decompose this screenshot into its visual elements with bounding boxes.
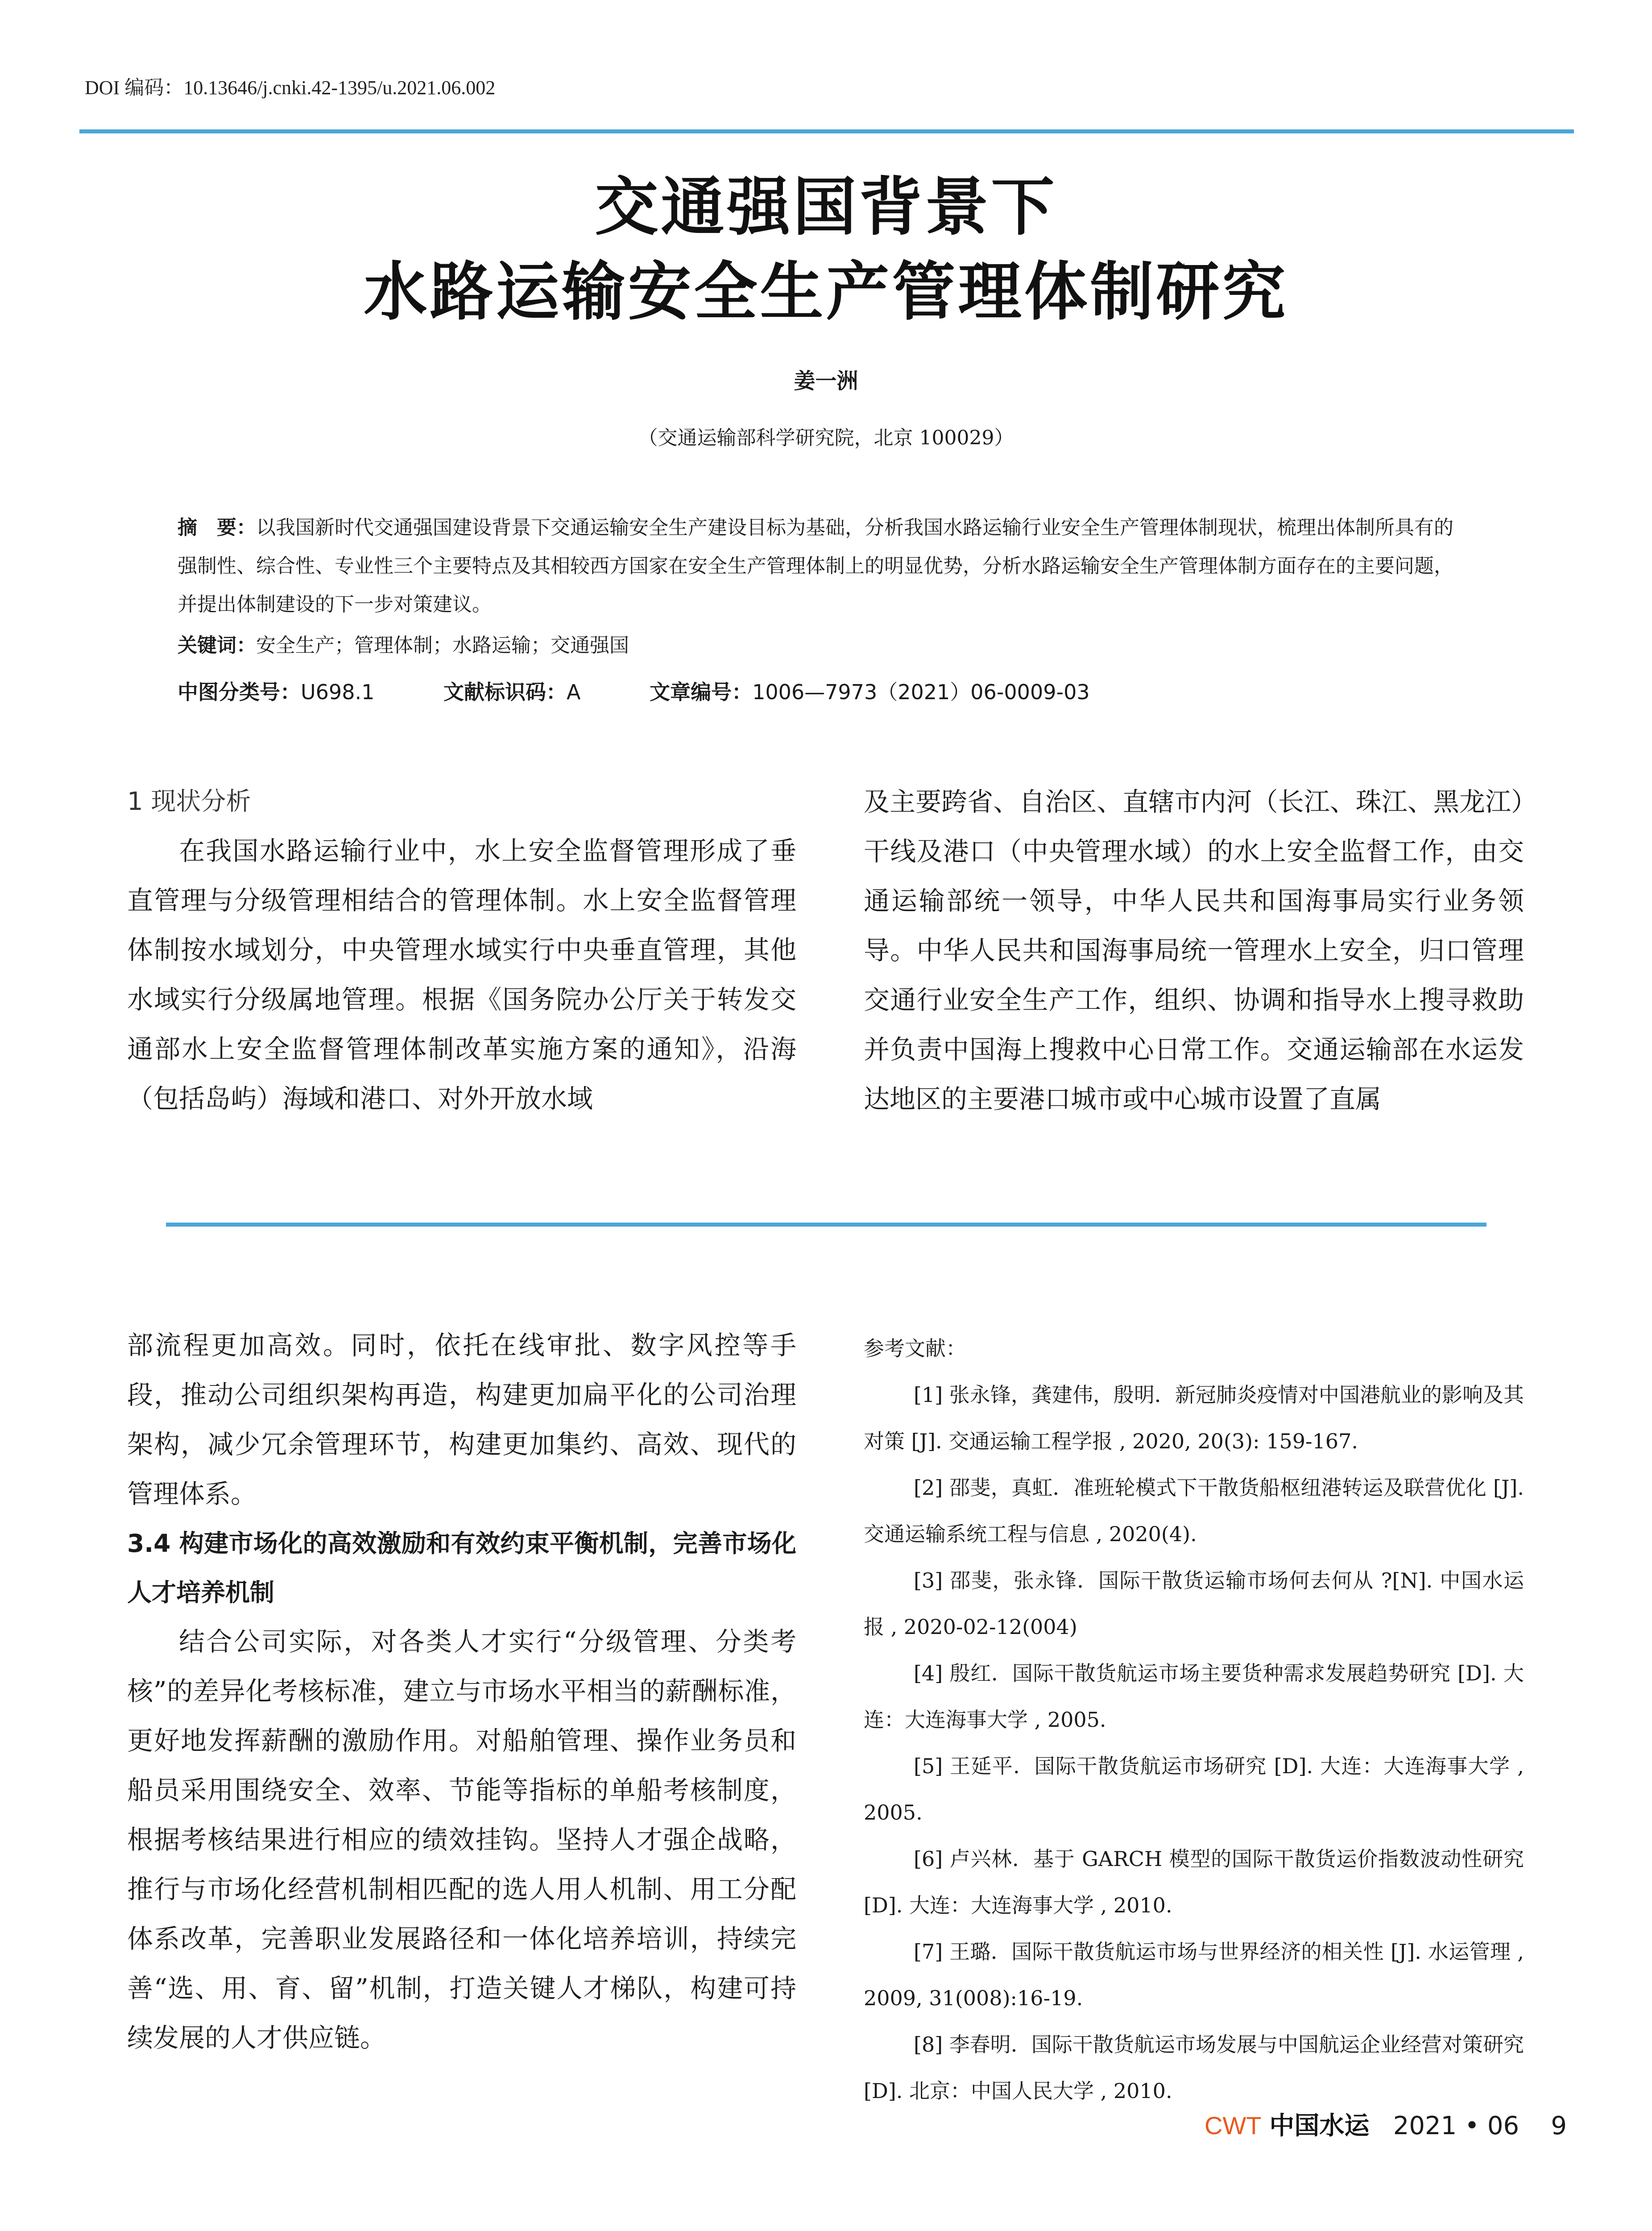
title-line-1: 交通强国背景下: [595, 170, 1057, 244]
section-1-right-paragraph: 及主要跨省、自治区、直辖市内河（长江、珠江、黑龙江）干线及港口（中央管理水域）的水上安全监督工作，由交通运输部统一领导，中华人民共和国海事局实行业务领导。中华人民共和国海事局统一管理水上安全，归口管理交通行业安全生产工作，组织、协调和指导水上搜寻救助并负责中国海上搜救中心日常工作。交通运输部在水运发达地区的主要港口城市或中心城市设置了直属: [864, 787, 1524, 1114]
magazine-name: 中国水运: [1269, 2111, 1370, 2140]
references-title: 参考文献：: [864, 1336, 966, 1360]
issue-number: 2021 • 06: [1393, 2111, 1520, 2140]
reference-item: [4] 殷红．国际干散货航运市场主要货种需求发展趋势研究 [D]. 大连：大连海事大学 , 2005.: [864, 1661, 1524, 1732]
keywords-text: 安全生产；管理体制；水路运输；交通强国: [256, 634, 629, 657]
page-footer: [1205, 2106, 1567, 2142]
lower-left-column: [127, 1321, 796, 2063]
section-3-4-heading: 3.4 构建市场化的高效激励和有效约束平衡机制，完善市场化人才培养机制: [127, 1529, 796, 1607]
affiliation: （交通运输部科学研究院，北京 100029）: [638, 427, 1014, 449]
references: [864, 1325, 1524, 2114]
reference-item: [3] 邵斐，张永锋．国际干散货运输市场何去何从 ?[N]. 中国水运报 , 2020-02-12(004): [864, 1568, 1524, 1639]
cwt-logo: CWT: [1205, 2111, 1262, 2140]
section-1-left-column: [127, 826, 796, 1124]
clc-value: U698.1: [301, 680, 375, 704]
keywords-label: 关键词：: [178, 634, 256, 657]
abstract: [178, 509, 1471, 624]
classification-line: [178, 676, 1516, 705]
article-number-label: 文章编号：: [650, 680, 753, 704]
reference-item: [8] 李春明．国际干散货航运市场发展与中国航运企业经营对策研究 [D]. 北京：中国人民大学 , 2010.: [864, 2032, 1524, 2103]
keywords: [178, 629, 1471, 658]
abstract-label: 摘 要：: [178, 516, 256, 539]
author: 姜一洲: [794, 369, 858, 394]
reference-item: [6] 卢兴林．基于 GARCH 模型的国际干散货运价指数波动性研究 [D]. 大连：大连海事大学 , 2010.: [864, 1847, 1524, 1917]
abstract-text: 以我国新时代交通强国建设背景下交通运输安全生产建设目标为基础，分析我国水路运输行业安全生产管理体制现状，梳理出体制所具有的强制性、综合性、专业性三个主要特点及其相较西方国家在安全生产管理体制上的明显优势，分析水路运输安全生产管理体制方面存在的主要问题，并提出体制建设的下一步对策建议。: [178, 516, 1453, 616]
reference-item: [5] 王延平．国际干散货航运市场研究 [D]. 大连：大连海事大学 , 2005.: [864, 1754, 1524, 1825]
section-1-right-column: [864, 777, 1524, 1124]
clc-label: 中图分类号：: [178, 680, 301, 704]
page-number: 9: [1551, 2111, 1567, 2140]
reference-item: [2] 邵斐，真虹．准班轮模式下干散货船枢纽港转运及联营优化 [J]. 交通运输系统工程与信息 , 2020(4).: [864, 1476, 1524, 1546]
doc-code-label: 文献标识码：: [443, 680, 567, 704]
title-line-2: 水路运输安全生产管理体制研究: [364, 255, 1288, 329]
reference-item: [1] 张永锋，龚建伟，殷明．新冠肺炎疫情对中国港航业的影响及其对策 [J]. 交通运输工程学报 , 2020, 20(3): 159-167.: [864, 1383, 1524, 1453]
middle-rule: [166, 1223, 1486, 1227]
lower-left-paragraph-2: 结合公司实际，对各类人才实行“分级管理、分类考核”的差异化考核标准，建立与市场水平相当的薪酬标准，更好地发挥薪酬的激励作用。对船舶管理、操作业务员和船员采用围绕安全、效率、节能等指标的单船考核制度，根据考核结果进行相应的绩效挂钩。坚持人才强企战略，推行与市场化经营机制相匹配的选人用人机制、用工分配体系改革，完善职业发展路径和一体化培养培训，持续完善“选、用、育、留”机制，打造关键人才梯队，构建可持续发展的人才供应链。: [127, 1626, 796, 2053]
doi-header: DOI 编码：10.13646/j.cnki.42-1395/u.2021.06.002: [85, 77, 496, 99]
doc-code-value: A: [566, 680, 581, 704]
top-rule: [79, 129, 1574, 133]
article-number-value: 1006—7973（2021）06-0009-03: [752, 680, 1090, 704]
section-1-left-paragraph: 在我国水路运输行业中，水上安全监督管理形成了垂直管理与分级管理相结合的管理体制。水上安全监督管理体制按水域划分，中央管理水域实行中央垂直管理，其他水域实行分级属地管理。根据《国务院办公厅关于转发交通部水上安全监督管理体制改革实施方案的通知》，沿海（包括岛屿）海域和港口、对外开放水域: [127, 836, 796, 1114]
section-1-heading: 1 现状分析: [127, 787, 251, 816]
lower-left-paragraph-1: 部流程更加高效。同时，依托在线审批、数字风控等手段，推动公司组织架构再造，构建更加扁平化的公司治理架构，减少冗余管理环节，构建更加集约、高效、现代的管理体系。: [127, 1330, 796, 1509]
reference-item: [7] 王璐．国际干散货航运市场与世界经济的相关性 [J]. 水运管理 , 2009, 31(008):16-19.: [864, 1940, 1524, 2010]
